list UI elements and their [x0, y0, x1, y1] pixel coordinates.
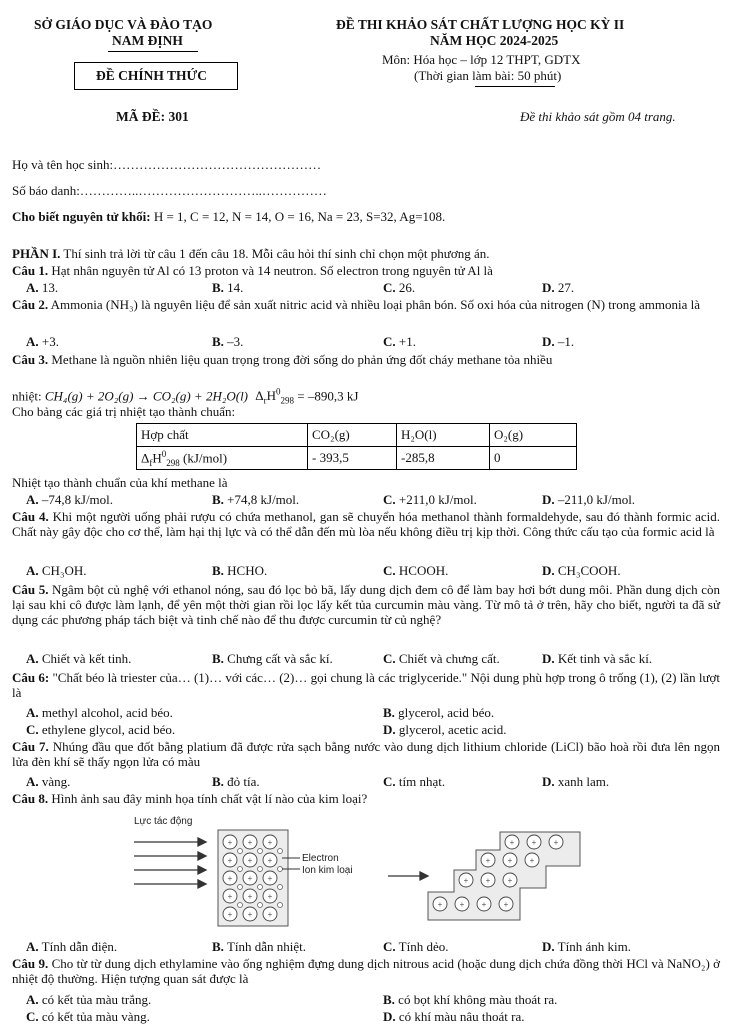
svg-text:+: +	[227, 892, 233, 901]
q4-option-c[interactable]: C. HCOOH.	[383, 563, 449, 578]
q6-option-b[interactable]: B. glycerol, acid béo.	[383, 705, 495, 720]
table-header-o2: O₂(g)	[490, 424, 577, 447]
q7-option-a[interactable]: A. vàng.	[26, 774, 71, 789]
table-header-co2: CO₂(g)	[308, 424, 397, 447]
svg-text:+: +	[247, 838, 253, 847]
q5-label: Câu 5.	[12, 582, 49, 597]
table-header-compound: Hợp chất	[137, 424, 308, 447]
metal-ductility-figure	[0, 806, 732, 936]
svg-text:+: +	[507, 856, 513, 865]
q9-option-d[interactable]: D. có khí màu nâu thoát ra.	[383, 1009, 525, 1024]
ion-label: Ion kim loại	[302, 865, 353, 876]
q2-option-d[interactable]: D. –1.	[542, 334, 575, 349]
q6-label: Câu 6:	[12, 670, 50, 685]
svg-text:+: +	[529, 856, 535, 865]
q1-option-c[interactable]: C. 26.	[383, 280, 416, 295]
svg-text:+: +	[485, 876, 491, 885]
svg-text:+: +	[463, 876, 469, 885]
question-5	[12, 582, 720, 627]
table-cell-o2: 0	[490, 447, 577, 470]
svg-text:+: +	[247, 892, 253, 901]
q6-option-a[interactable]: A. methyl alcohol, acid béo.	[26, 705, 173, 720]
q3-text: Methane là nguồn nhiên liệu quan trọng trong đời sống do phản ứng đốt cháy methane tỏa nhiều	[51, 352, 553, 367]
q5-text: Ngâm bột củ nghệ với ethanol nóng, sau đó lọc bỏ bã, lấy dung dịch đem cô để làm bay hơi bớt dung môi. Phần dung dịch còn lại sau khi cô được làm lạnh, để yên một thời gian rồi lọc lấy kết tủa curcumin màu vàng. Từ mô tả ở trên, hãy cho biết, người ta đã sử dụng các phương pháp tách biệt và tinh chế nào để thu được curcumin từ củ nghệ?	[12, 582, 721, 627]
org-province: NAM ĐỊNH	[112, 33, 183, 48]
svg-text:+: +	[553, 838, 559, 847]
page-count: Đề thi khảo sát gồm 04 trang.	[520, 109, 676, 124]
atomic-label: Cho biết nguyên tử khối:	[12, 209, 151, 224]
exam-title: ĐỀ THI KHẢO SÁT CHẤT LƯỢNG HỌC KỲ II	[336, 17, 625, 32]
q2-label: Câu 2.	[12, 297, 49, 312]
q5-option-b[interactable]: B. Chưng cất và sắc kí.	[212, 651, 333, 666]
part-text: Thí sinh trả lời từ câu 1 đến câu 18. Mỗi câu hỏi thí sinh chỉ chọn một phương án.	[63, 246, 490, 261]
enthalpy-table	[136, 423, 577, 470]
q7-label: Câu 7.	[12, 739, 49, 754]
svg-text:+: +	[531, 838, 537, 847]
q8-label: Câu 8.	[12, 791, 49, 806]
q8-option-d[interactable]: D. Tính ánh kim.	[542, 939, 631, 954]
svg-text:+: +	[267, 874, 273, 883]
question-2	[12, 297, 720, 312]
table-cell-co2: - 393,5	[308, 447, 397, 470]
part-intro	[12, 246, 720, 261]
q5-option-c[interactable]: C. Chiết và chưng cất.	[383, 651, 500, 666]
student-id-field[interactable]: Số báo danh:…………..………………………..……………	[12, 183, 327, 198]
q2-option-a[interactable]: A. +3.	[26, 334, 59, 349]
question-3	[12, 352, 720, 367]
part-label: PHẦN I.	[12, 246, 61, 261]
svg-text:+: +	[247, 874, 253, 883]
q3-reaction: nhiệt: CH₄(g) + 2O₂(g) → CO₂(g) + 2H₂O(l) $\Delta_rH^0_{298} = -890,3$ kJ	[12, 387, 359, 406]
svg-text:+: +	[227, 856, 233, 865]
q3-table-intro: Cho bảng các giá trị nhiệt tạo thành chuẩn:	[12, 404, 236, 419]
svg-text:+: +	[267, 892, 273, 901]
q3-label: Câu 3.	[12, 352, 49, 367]
atomic-values: H = 1, C = 12, N = 14, O = 16, Na = 23, S=32, Ag=108.	[153, 209, 446, 224]
q9-option-a[interactable]: A. có kết tủa màu trắng.	[26, 992, 152, 1007]
q3-option-c[interactable]: C. +211,0 kJ/mol.	[383, 492, 477, 507]
q8-option-c[interactable]: C. Tính dẻo.	[383, 939, 449, 954]
question-6	[12, 670, 720, 700]
q4-option-b[interactable]: B. HCHO.	[212, 563, 268, 578]
org-underline	[108, 51, 198, 52]
time-underline	[475, 86, 555, 87]
q1-option-b[interactable]: B. 14.	[212, 280, 244, 295]
q7-option-b[interactable]: B. đỏ tía.	[212, 774, 260, 789]
student-name-field[interactable]: Họ và tên học sinh:…………………………………………	[12, 157, 322, 172]
school-year: NĂM HỌC 2024-2025	[430, 33, 559, 48]
svg-text:+: +	[507, 876, 513, 885]
q1-text: Hạt nhân nguyên tử Al có 13 proton và 14 neutron. Số electron trong nguyên tử Al là	[51, 263, 493, 278]
metal-lattice-before	[218, 830, 288, 926]
q2-option-c[interactable]: C. +1.	[383, 334, 416, 349]
svg-text:+: +	[509, 838, 515, 847]
org-name: SỞ GIÁO DỤC VÀ ĐÀO TẠO	[34, 17, 213, 32]
q3-question: Nhiệt tạo thành chuẩn của khí methane là	[12, 475, 228, 490]
q8-text: Hình ảnh sau đây minh họa tính chất vật lí nào của kim loại?	[51, 791, 368, 806]
q8-option-b[interactable]: B. Tính dẫn nhiệt.	[212, 939, 307, 954]
q8-option-a[interactable]: A. Tính dẫn điện.	[26, 939, 118, 954]
svg-text:+: +	[267, 838, 273, 847]
svg-text:+: +	[267, 910, 273, 919]
q2-text: Ammonia (NH₃) là nguyên liệu để sản xuất nitric acid và nhiều loại phân bón. Số oxi hóa của nitrogen (N) trong ammonia là	[50, 297, 700, 312]
q9-option-c[interactable]: C. có kết tủa màu vàng.	[26, 1009, 150, 1024]
svg-text:+: +	[247, 910, 253, 919]
svg-text:+: +	[481, 900, 487, 909]
question-8	[12, 791, 720, 806]
table-header-h2o: H₂O(l)	[397, 424, 490, 447]
q9-label: Câu 9.	[12, 956, 49, 971]
svg-text:+: +	[503, 900, 509, 909]
q6-text: "Chất béo là triester của… (1)… với các… (2)… gọi chung là các triglyceride." Nội dung phù hợp trong ô trống (1), (2) lần lượt là	[12, 670, 720, 700]
subject: Môn: Hóa học – lớp 12 THPT, GDTX	[382, 52, 581, 67]
question-4	[12, 509, 720, 539]
q4-option-a[interactable]: A. CH₃OH.	[26, 563, 87, 578]
q2-option-b[interactable]: B. –3.	[212, 334, 244, 349]
official-label: ĐỀ CHÍNH THỨC	[96, 68, 208, 83]
table-row-label: $\Delta_fH^0_{298}$ (kJ/mol)	[137, 447, 308, 470]
q3-option-d[interactable]: D. –211,0 kJ/mol.	[542, 492, 636, 507]
force-label: Lực tác động	[134, 816, 193, 827]
q7-text: Nhúng đầu que đốt bằng platium đã được rửa sạch bằng nước vào dung dịch lithium chloride (LiCl) bão hoà rồi đưa lên ngọn lửa đèn khí sẽ thấy ngọn lửa có màu	[12, 739, 721, 769]
svg-text:+: +	[459, 900, 465, 909]
q4-text: Khi một người uống phải rượu có chứa methanol, gan sẽ chuyển hóa methanol thành formaldehyde, sau đó thành formic acid. Chất này gây độc cho cơ thể, làm hại thị lực và có thể dẫn đến mù lòa nếu không điều trị kịp thời. Công thức cấu tạo của formic acid là	[12, 509, 720, 539]
q7-option-d[interactable]: D. xanh lam.	[542, 774, 610, 789]
force-arrows	[134, 838, 206, 888]
transform-arrow	[388, 872, 428, 880]
table-cell-h2o: -285,8	[397, 447, 490, 470]
svg-text:+: +	[227, 838, 233, 847]
exam-code: MÃ ĐỀ: 301	[116, 109, 189, 124]
question-7	[12, 739, 720, 769]
exam-time: (Thời gian làm bài: 50 phút)	[414, 68, 562, 83]
atomic-masses	[12, 209, 445, 224]
metal-lattice-after	[428, 832, 580, 920]
q1-label: Câu 1.	[12, 263, 49, 278]
svg-text:+: +	[227, 874, 233, 883]
q9-option-b[interactable]: B. có bọt khí không màu thoát ra.	[383, 992, 558, 1007]
q1-option-a[interactable]: A. 13.	[26, 280, 59, 295]
q1-option-d[interactable]: D. 27.	[542, 280, 575, 295]
q5-option-d[interactable]: D. Kết tinh và sắc kí.	[542, 651, 653, 666]
q4-label: Câu 4.	[12, 509, 49, 524]
q6-option-c[interactable]: C. ethylene glycol, acid béo.	[26, 722, 176, 737]
q5-option-a[interactable]: A. Chiết và kết tinh.	[26, 651, 132, 666]
q7-option-c[interactable]: C. tím nhạt.	[383, 774, 446, 789]
question-9	[12, 956, 720, 986]
svg-text:+: +	[227, 910, 233, 919]
electron-label: Electron	[302, 853, 339, 864]
svg-text:+: +	[247, 856, 253, 865]
q9-text: Cho từ từ dung dịch ethylamine vào ống nghiệm đựng dung dịch nitrous acid (hoặc dung dịch chứa đồng thời HCl và NaNO₂) ở nhiệt độ thường. Hiện tượng quan sát được là	[12, 956, 720, 986]
svg-text:+: +	[485, 856, 491, 865]
q4-option-d[interactable]: D. CH₃COOH.	[542, 563, 621, 578]
svg-text:+: +	[437, 900, 443, 909]
question-1	[12, 263, 720, 278]
q3-option-b[interactable]: B. +74,8 kJ/mol.	[212, 492, 300, 507]
q6-option-d[interactable]: D. glycerol, acetic acid.	[383, 722, 507, 737]
q3-option-a[interactable]: A. –74,8 kJ/mol.	[26, 492, 114, 507]
svg-text:+: +	[267, 856, 273, 865]
